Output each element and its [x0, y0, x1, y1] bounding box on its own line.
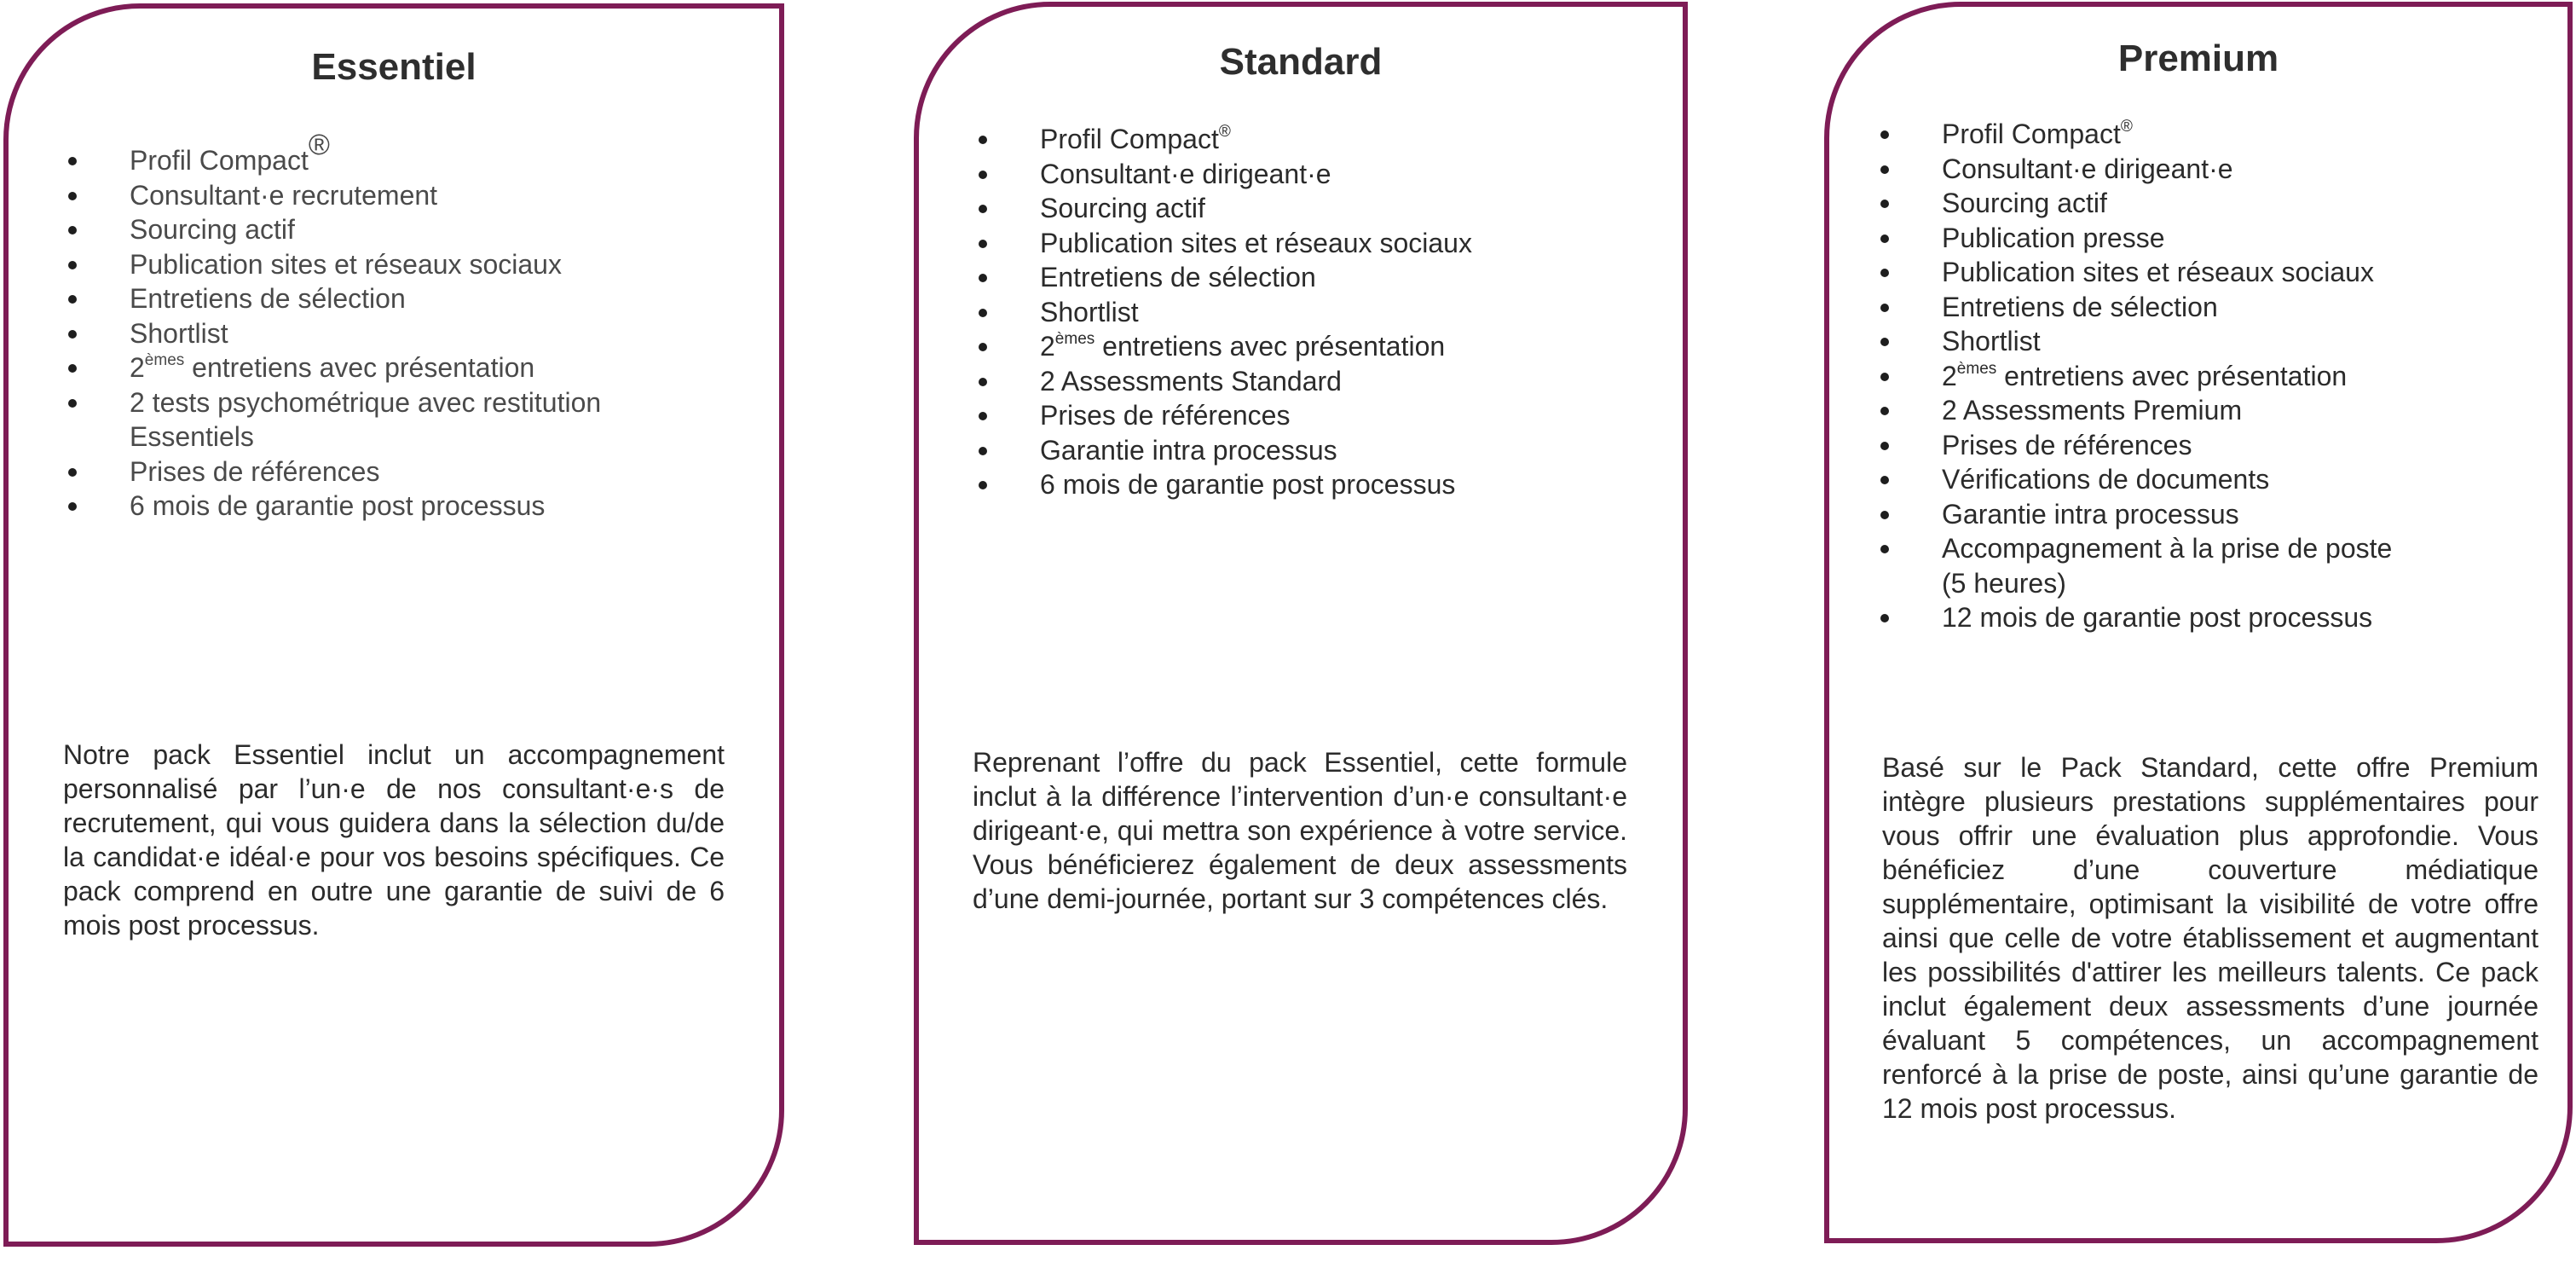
bullet-icon: [68, 295, 77, 304]
bullet-icon: [1880, 269, 1889, 277]
feature-item: Consultant·e recrutement: [65, 178, 764, 213]
feature-item: Sourcing actif: [1877, 186, 2559, 221]
bullet-icon: [68, 364, 77, 373]
bullet-icon: [1880, 476, 1889, 484]
feature-list: [975, 122, 1674, 502]
feature-item: Entretiens de sélection: [65, 281, 764, 316]
bullet-icon: [1880, 511, 1889, 519]
bullet-icon: [979, 136, 987, 144]
card-title: Premium: [2117, 38, 2279, 79]
feature-item: Consultant·e dirigeant·e: [1877, 152, 2559, 187]
feature-item: 6 mois de garantie post processus: [975, 467, 1674, 502]
bullet-icon: [979, 240, 987, 248]
feature-item: Sourcing actif: [65, 212, 764, 247]
bullet-icon: [1880, 130, 1889, 139]
feature-item: Sourcing actif: [975, 191, 1674, 226]
card-description: Reprenant l’offre du pack Essentiel, cette formule inclut à la différence l’intervention d’un·e consultant·e dirigeant·e, qui mettra son expérience à votre service. Vous bénéficierez également de deux assessments d’une demi-journée, portant sur 3 compétences clés.: [973, 747, 1627, 914]
bullet-icon: [979, 171, 987, 179]
bullet-icon: [979, 412, 987, 420]
bullet-icon: [979, 309, 987, 317]
bullet-icon: [1880, 407, 1889, 415]
bullet-icon: [1880, 304, 1889, 312]
bullet-icon: [979, 343, 987, 351]
pack-card-standard: [914, 2, 1688, 1245]
card-description: Basé sur le Pack Standard, cette offre Premium intègre plusieurs prestations supplémentaires pour vous offrir une évaluation plus approfondie. Vous bénéficiez d’une couverture médiatique supplémentaire, optimisant la visibilité de votre offre ainsi que celle de votre établissement et augmentant les possibilités d'attirer les meilleurs talents. Ce pack inclut également deux assessments d’une journée évaluant 5 compétences, un accompagnement renforcé à la prise de poste, ainsi qu’une garantie de 12 mois post processus.: [1882, 752, 2538, 1124]
feature-item: 2 Assessments Premium: [1877, 393, 2559, 428]
card-title: Essentiel: [311, 46, 477, 88]
bullet-icon: [1880, 338, 1889, 346]
feature-item: Publication sites et réseaux sociaux: [1877, 255, 2559, 290]
bullet-icon: [979, 274, 987, 282]
card-description: Notre pack Essentiel inclut un accompagnement personnalisé par l’un·e de nos consultant·e·s de recrutement, qui vous guidera dans la sélection du/de la candidat·e idéal·e pour vos besoins spécifiques. Ce pack comprend en outre une garantie de suivi de 6 mois post processus.: [63, 739, 725, 941]
feature-item: Publication presse: [1877, 221, 2559, 256]
bullet-icon: [1880, 234, 1889, 243]
bullet-icon: [1880, 545, 1889, 553]
bullet-icon: [68, 157, 77, 165]
feature-item: Prises de références: [975, 398, 1674, 433]
feature-item: Shortlist: [1877, 324, 2559, 359]
feature-item: Garantie intra processus: [1877, 497, 2559, 532]
feature-item: Prises de références: [65, 454, 764, 489]
bullet-icon: [68, 192, 77, 200]
bullet-icon: [1880, 200, 1889, 208]
feature-item: 2èmes entretiens avec présentation: [1877, 359, 2559, 394]
feature-item: 6 mois de garantie post processus: [65, 489, 764, 524]
feature-item: Profil Compact®: [975, 122, 1674, 157]
feature-item: Entretiens de sélection: [975, 260, 1674, 295]
bullet-icon: [1880, 614, 1889, 622]
feature-item: 2èmes entretiens avec présentation: [975, 329, 1674, 364]
feature-item: Vérifications de documents: [1877, 462, 2559, 497]
feature-item: Consultant·e dirigeant·e: [975, 157, 1674, 192]
feature-item: Garantie intra processus: [975, 433, 1674, 468]
feature-list: [1877, 117, 2559, 635]
feature-item: Entretiens de sélection: [1877, 290, 2559, 325]
feature-item: Publication sites et réseaux sociaux: [65, 247, 764, 282]
bullet-icon: [68, 330, 77, 339]
feature-item: Publication sites et réseaux sociaux: [975, 226, 1674, 261]
feature-item: Accompagnement à la prise de poste (5 heures): [1877, 531, 2559, 600]
bullet-icon: [68, 468, 77, 477]
feature-list: [65, 129, 764, 524]
bullet-icon: [979, 447, 987, 455]
feature-item: Shortlist: [65, 316, 764, 351]
feature-item: 12 mois de garantie post processus: [1877, 600, 2559, 635]
bullet-icon: [979, 481, 987, 489]
pack-card-essentiel: [3, 3, 784, 1247]
bullet-icon: [1880, 165, 1889, 174]
bullet-icon: [979, 205, 987, 213]
bullet-icon: [68, 261, 77, 269]
card-title: Standard: [1219, 41, 1383, 83]
feature-item: 2 Assessments Standard: [975, 364, 1674, 399]
feature-item: Prises de références: [1877, 428, 2559, 463]
bullet-icon: [979, 378, 987, 386]
bullet-icon: [68, 502, 77, 511]
pack-card-premium: [1824, 2, 2573, 1243]
feature-item: 2èmes entretiens avec présentation: [65, 350, 764, 385]
feature-item: 2 tests psychométrique avec restitution Essentiels: [65, 385, 764, 454]
bullet-icon: [1880, 373, 1889, 381]
feature-item: Profil Compact®: [1877, 117, 2559, 152]
bullet-icon: [68, 399, 77, 408]
bullet-icon: [1880, 442, 1889, 450]
feature-item: Profil Compact®: [65, 143, 764, 178]
bullet-icon: [68, 226, 77, 234]
feature-item: Shortlist: [975, 295, 1674, 330]
